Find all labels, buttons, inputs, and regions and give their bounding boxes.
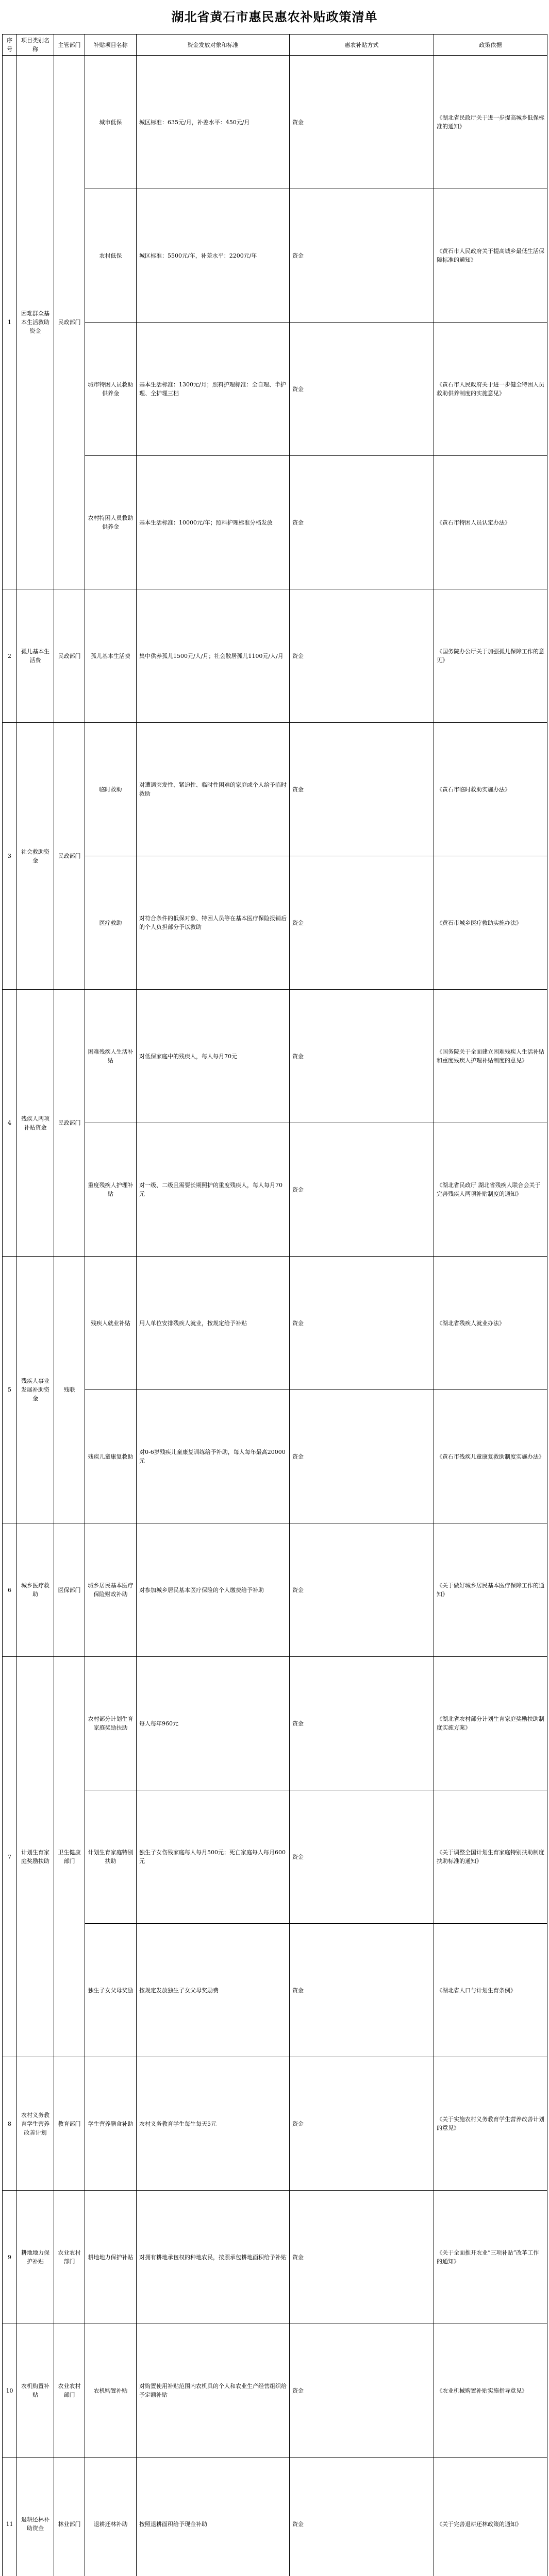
item-name: 农村部分计划生育家庭奖励扶助 [85,1657,137,1790]
table-header-row [3,35,547,56]
row-number: 5 [3,1257,17,1523]
item-basis: 《湖北省人口与计划生育条例》 [434,1924,547,2057]
row-number: 1 [3,56,17,589]
item-standard: 城区标准：5500元/年，补差水平：2200元/年 [137,189,290,323]
category-name: 孤儿基本生活费 [17,589,54,723]
department-name: 农业农村部门 [54,2191,85,2324]
item-method: 资金 [290,323,434,456]
table-body [3,56,547,2576]
item-basis: 《湖北省农村部分计划生育家庭奖励扶助制度实施方案》 [434,1657,547,1790]
item-basis: 《关于做好城乡居民基本医疗保障工作的通知》 [434,1523,547,1657]
item-standard: 对符合条件的低保对象、特困人员等在基本医疗保险报销后的个人负担部分予以救助 [137,856,290,990]
header-basis: 政策依据 [434,35,547,56]
item-method: 资金 [290,723,434,856]
row-number: 3 [3,723,17,990]
item-basis: 《关于完善退耕还林政策的通知》 [434,2458,547,2576]
department-name: 民政部门 [54,589,85,723]
item-name: 残疾人就业补贴 [85,1257,137,1390]
row-number: 9 [3,2191,17,2324]
item-basis: 《农业机械购置补贴实施指导意见》 [434,2324,547,2458]
item-method: 资金 [290,189,434,323]
item-method: 资金 [290,56,434,189]
item-basis: 《国务院关于全面建立困难残疾人生活补贴和重度残疾人护理补贴制度的意见》 [434,990,547,1123]
item-basis: 《黄石市人民政府关于进一步健全特困人员救助供养制度的实施意见》 [434,323,547,456]
item-standard: 对0-6岁残疾儿童康复训练给予补助，每人每年最高20000元 [137,1390,290,1523]
item-method: 资金 [290,1657,434,1790]
item-name: 退耕还林补助 [85,2458,137,2576]
category-name: 残疾人事业发展补助资金 [17,1257,54,1523]
department-name: 残联 [54,1257,85,1523]
table-row [3,56,547,189]
item-name: 孤儿基本生活费 [85,589,137,723]
header-category: 项目类别名称 [17,35,54,56]
item-standard: 对购置使用补贴范围内农机具的个人和农业生产经营组织给予定额补贴 [137,2324,290,2458]
table-row [3,589,547,723]
item-name: 医疗救助 [85,856,137,990]
item-basis: 《黄石市残疾儿童康复救助制度实施办法》 [434,1390,547,1523]
department-name: 医保部门 [54,1523,85,1657]
row-number: 4 [3,990,17,1257]
department-name: 林业部门 [54,2458,85,2576]
item-standard: 基本生活标准：10000元/年；照料护理标准分档发放 [137,456,290,589]
category-name: 耕地地力保护补贴 [17,2191,54,2324]
item-standard: 独生子女伤残家庭每人每月500元；死亡家庭每人每月600元 [137,1790,290,1924]
item-name: 农机购置补贴 [85,2324,137,2458]
item-standard: 对低保家庭中的残疾人，每人每月70元 [137,990,290,1123]
item-method: 资金 [290,1924,434,2057]
department-name: 教育部门 [54,2057,85,2191]
item-name: 城市低保 [85,56,137,189]
table-row [3,723,547,856]
item-standard: 对参加城乡居民基本医疗保险的个人缴费给予补助 [137,1523,290,1657]
item-name: 城乡居民基本医疗保险财政补助 [85,1523,137,1657]
item-name: 耕地地力保护补贴 [85,2191,137,2324]
row-number: 8 [3,2057,17,2191]
item-basis: 《湖北省民政厅关于进一步提高城乡低保标准的通知》 [434,56,547,189]
row-number: 6 [3,1523,17,1657]
document-title: 湖北省黄石市惠民惠农补贴政策清单 [171,9,378,24]
category-name: 困难群众基本生活救助资金 [17,56,54,589]
item-name: 困难残疾人生活补贴 [85,990,137,1123]
item-standard: 对遭遇突发性、紧迫性、临时性困难的家庭或个人给予临时救助 [137,723,290,856]
department-name: 民政部门 [54,990,85,1257]
item-method: 资金 [290,1523,434,1657]
table-row [3,2057,547,2191]
item-name: 计划生育家庭特别扶助 [85,1790,137,1924]
header-number: 序号 [3,35,17,56]
item-basis: 《湖北省民政厅 湖北省残疾人联合会关于完善残疾人两项补贴制度的通知》 [434,1123,547,1257]
category-name: 退耕还林补助资金 [17,2458,54,2576]
item-method: 资金 [290,2191,434,2324]
category-name: 农机购置补贴 [17,2324,54,2458]
item-method: 资金 [290,456,434,589]
item-basis: 《黄石市特困人员认定办法》 [434,456,547,589]
item-standard: 集中供养孤儿1500元/人/月；社会散居孤儿1100元/人/月 [137,589,290,723]
item-name: 重度残疾人护理补贴 [85,1123,137,1257]
item-name: 农村特困人员救助供养金 [85,456,137,589]
table-row [3,1657,547,1790]
header-item-name: 补贴项目名称 [85,35,137,56]
item-method: 资金 [290,2324,434,2458]
item-method: 资金 [290,589,434,723]
category-name: 计划生育家庭奖励扶助 [17,1657,54,2057]
header-department: 主管部门 [54,35,85,56]
item-basis: 《黄石市临时救助实施办法》 [434,723,547,856]
item-method: 资金 [290,1123,434,1257]
department-name: 民政部门 [54,56,85,589]
item-method: 资金 [290,1390,434,1523]
category-name: 城乡医疗救助 [17,1523,54,1657]
item-standard: 按照退耕面积给予现金补助 [137,2458,290,2576]
row-number: 10 [3,2324,17,2458]
row-number: 7 [3,1657,17,2057]
table-row [3,1523,547,1657]
table-row [3,2324,547,2458]
table-row [3,2458,547,2576]
item-method: 资金 [290,856,434,990]
item-basis: 《关于全面推开农业“三项补贴”改革工作的通知》 [434,2191,547,2324]
item-basis: 《国务院办公厅关于加强孤儿保障工作的意见》 [434,589,547,723]
item-basis: 《关于实施农村义务教育学生营养改善计划的意见》 [434,2057,547,2191]
department-name: 农业农村部门 [54,2324,85,2458]
header-method: 惠农补贴方式 [290,35,434,56]
item-standard: 基本生活标准：1300元/月；照料护理标准：全自理、半护理、全护理三档 [137,323,290,456]
header-standard: 资金发放对象和标准 [137,35,290,56]
item-basis: 《黄石市人民政府关于提高城乡最低生活保障标准的通知》 [434,189,547,323]
item-standard: 城区标准：635元/月，补差水平：450元/月 [137,56,290,189]
table-row [3,990,547,1123]
item-method: 资金 [290,2458,434,2576]
policy-table [2,34,547,2576]
item-method: 资金 [290,2057,434,2191]
category-name: 农村义务教育学生营养改善计划 [17,2057,54,2191]
item-name: 残疾儿童康复救助 [85,1390,137,1523]
department-name: 民政部门 [54,723,85,990]
item-standard: 每人每年960元 [137,1657,290,1790]
item-method: 资金 [290,1790,434,1924]
item-standard: 农村义务教育学生每生每天5元 [137,2057,290,2191]
category-name: 残疾人两项补贴资金 [17,990,54,1257]
department-name: 卫生健康部门 [54,1657,85,2057]
table-row [3,2191,547,2324]
item-basis: 《关于调整全国计划生育家庭特别扶助制度扶助标准的通知》 [434,1790,547,1924]
item-standard: 对一级、二级且需要长期照护的重度残疾人，每人每月70元 [137,1123,290,1257]
row-number: 2 [3,589,17,723]
row-number: 11 [3,2458,17,2576]
item-name: 城市特困人员救助供养金 [85,323,137,456]
item-basis: 《湖北省残疾人就业办法》 [434,1257,547,1390]
item-name: 学生营养膳食补助 [85,2057,137,2191]
item-standard: 对拥有耕地承包权的种地农民，按照承包耕地面积给予补贴 [137,2191,290,2324]
item-standard: 按规定发放独生子女父母奖励费 [137,1924,290,2057]
table-row [3,1257,547,1390]
item-basis: 《黄石市城乡医疗救助实施办法》 [434,856,547,990]
item-method: 资金 [290,1257,434,1390]
item-name: 独生子女父母奖励 [85,1924,137,2057]
item-name: 临时救助 [85,723,137,856]
item-standard: 用人单位安排残疾人就业，按规定给予补贴 [137,1257,290,1390]
item-name: 农村低保 [85,189,137,323]
item-method: 资金 [290,990,434,1123]
category-name: 社会救助资金 [17,723,54,990]
